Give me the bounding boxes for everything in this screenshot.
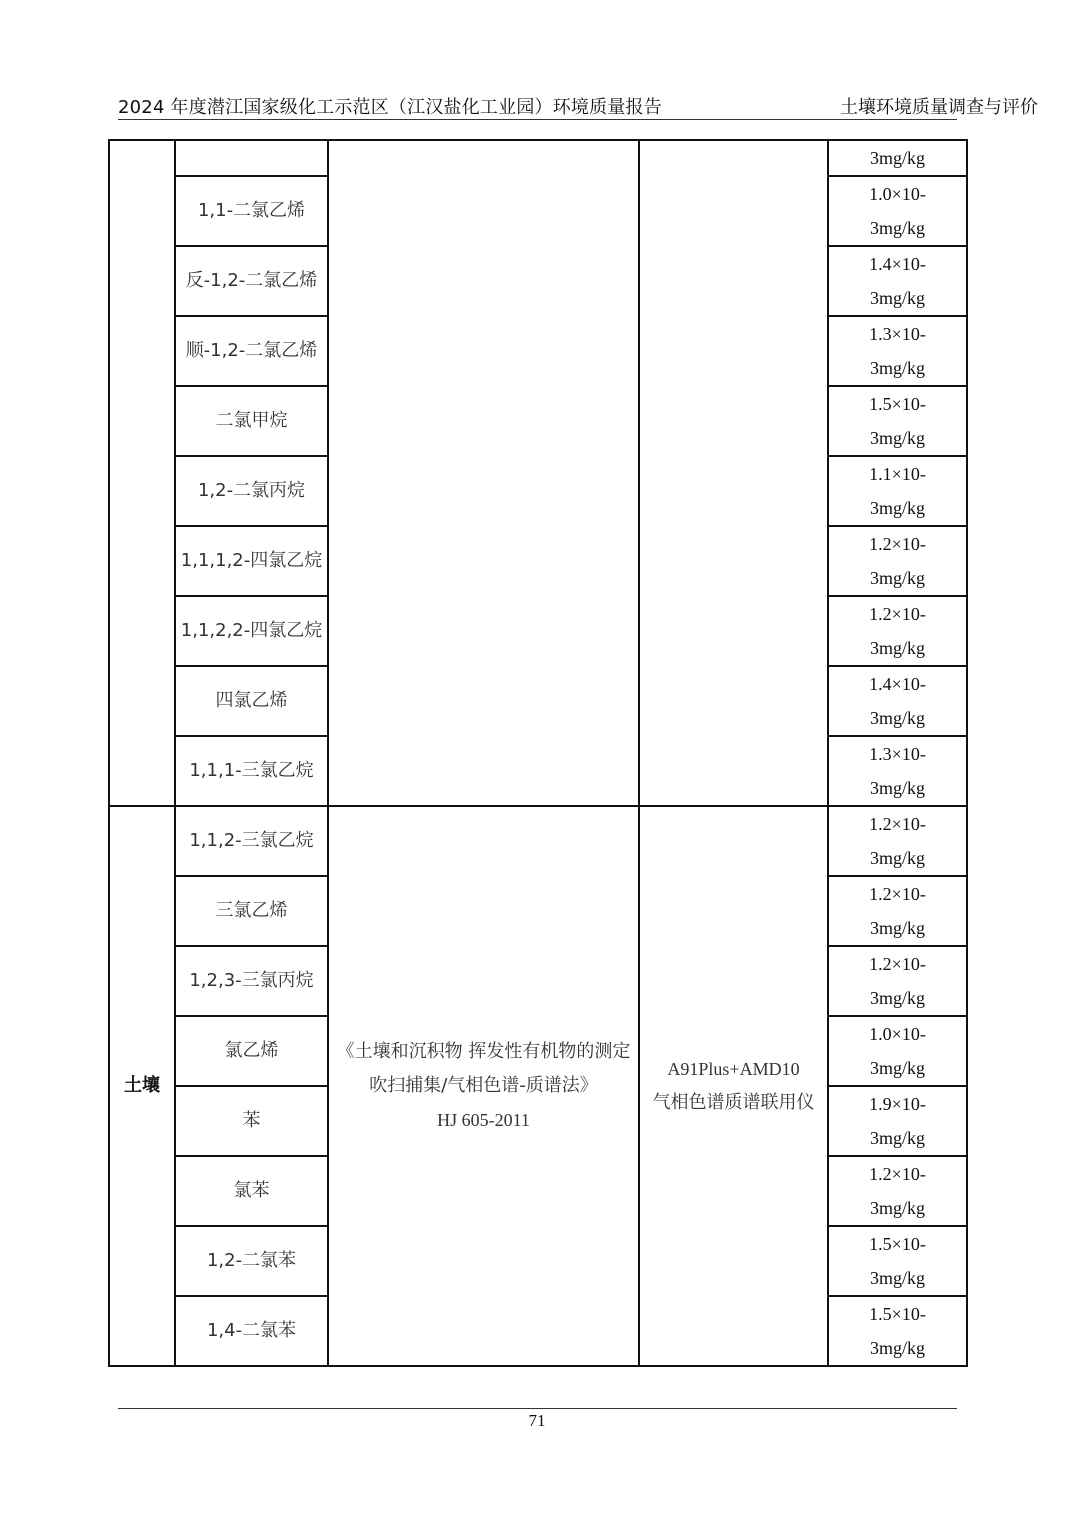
limit-unit: 3mg/kg [869, 988, 925, 1008]
monitoring-method-table [108, 139, 968, 1367]
item-cell: 四氯乙烯 [175, 666, 328, 736]
item-cell: 1,1,2-三氯乙烷 [175, 806, 328, 876]
table-row [109, 140, 967, 176]
limit-value: 1.9×10- [869, 1094, 926, 1114]
limit-value: 1.4×10- [869, 674, 926, 694]
limit-value: 1.2×10- [869, 1164, 926, 1184]
limit-cell [828, 806, 967, 876]
limit-unit: 3mg/kg [869, 218, 925, 238]
limit-unit: 3mg/kg [869, 288, 925, 308]
limit-cell [828, 386, 967, 456]
limit-cell [828, 946, 967, 1016]
limit-value: 1.4×10- [869, 254, 926, 274]
limit-value: 1.5×10- [869, 1234, 926, 1254]
footer-divider [118, 1408, 957, 1409]
section-title: 土壤环境质量调查与评价 [840, 97, 1038, 118]
instrument-cell [639, 806, 828, 1366]
limit-cell [828, 666, 967, 736]
item-cell: 二氯甲烷 [175, 386, 328, 456]
item-cell: 三氯乙烯 [175, 876, 328, 946]
limit-cell [828, 316, 967, 386]
limit-unit: 3mg/kg [869, 498, 925, 518]
limit-unit: 3mg/kg [869, 1198, 925, 1218]
limit-cell [828, 1296, 967, 1366]
limit-cell [828, 456, 967, 526]
item-cell: 苯 [175, 1086, 328, 1156]
limit-unit: 3mg/kg [869, 358, 925, 378]
limit-value: 1.2×10- [869, 954, 926, 974]
item-cell: 1,4-二氯苯 [175, 1296, 328, 1366]
instrument-model: A91Plus+AMD10 [667, 1059, 800, 1079]
limit-unit: 3mg/kg [869, 918, 925, 938]
limit-cell [828, 1016, 967, 1086]
item-cell: 1,1-二氯乙烯 [175, 176, 328, 246]
limit-cell [828, 1086, 967, 1156]
limit-cell [828, 876, 967, 946]
table-row [109, 806, 967, 876]
header-divider [118, 119, 957, 120]
limit-value: 1.3×10- [869, 744, 926, 764]
limit-cell [828, 246, 967, 316]
category-cell-top [109, 140, 175, 806]
limit-unit: 3mg/kg [869, 1268, 925, 1288]
item-cell: 氯苯 [175, 1156, 328, 1226]
item-cell: 1,2-二氯丙烷 [175, 456, 328, 526]
item-cell: 1,1,1,2-四氯乙烷 [175, 526, 328, 596]
limit-unit: 3mg/kg [869, 568, 925, 588]
limit-value: 1.0×10- [869, 184, 926, 204]
limit-cell: 3mg/kg [828, 140, 967, 176]
limit-cell [828, 1226, 967, 1296]
method-cell [328, 806, 639, 1366]
instrument-name: 气相色谱质谱联用仪 [652, 1092, 815, 1113]
limit-value: 1.2×10- [869, 534, 926, 554]
limit-unit: 3mg/kg [869, 778, 925, 798]
limit-unit: 3mg/kg [869, 1058, 925, 1078]
limit-value: 1.5×10- [869, 1304, 926, 1324]
limit-value: 1.2×10- [869, 884, 926, 904]
item-cell: 1,2,3-三氯丙烷 [175, 946, 328, 1016]
category-cell: 土壤 [109, 806, 175, 1366]
limit-cell [828, 526, 967, 596]
method-cell-top [328, 140, 639, 806]
limit-cell [828, 1156, 967, 1226]
limit-value: 1.0×10- [869, 1024, 926, 1044]
limit-cell [828, 176, 967, 246]
page-number: 71 [528, 1411, 546, 1430]
report-title: 2024 年度潜江国家级化工示范区（江汉盐化工业园）环境质量报告 [118, 97, 662, 118]
item-cell: 1,1,1-三氯乙烷 [175, 736, 328, 806]
limit-unit: 3mg/kg [869, 848, 925, 868]
limit-value: 1.1×10- [869, 464, 926, 484]
method-code: HJ 605-2011 [437, 1110, 530, 1130]
limit-cell [828, 736, 967, 806]
limit-unit: 3mg/kg [869, 428, 925, 448]
item-cell [175, 140, 328, 176]
item-cell: 1,1,2,2-四氯乙烷 [175, 596, 328, 666]
instrument-cell-top [639, 140, 828, 806]
item-cell: 氯乙烯 [175, 1016, 328, 1086]
limit-cell [828, 596, 967, 666]
limit-value: 1.2×10- [869, 604, 926, 624]
limit-value: 1.3×10- [869, 324, 926, 344]
limit-value: 1.5×10- [869, 394, 926, 414]
limit-unit: 3mg/kg [869, 638, 925, 658]
method-name: 《土壤和沉积物 挥发性有机物的测定 吹扫捕集/气相色谱-质谱法》 [336, 1041, 631, 1096]
limit-unit: 3mg/kg [869, 708, 925, 728]
limit-value: 1.2×10- [869, 814, 926, 834]
limit-unit: 3mg/kg [869, 1128, 925, 1148]
item-cell: 1,2-二氯苯 [175, 1226, 328, 1296]
item-cell: 反-1,2-二氯乙烯 [175, 246, 328, 316]
item-cell: 顺-1,2-二氯乙烯 [175, 316, 328, 386]
limit-unit: 3mg/kg [869, 1338, 925, 1358]
